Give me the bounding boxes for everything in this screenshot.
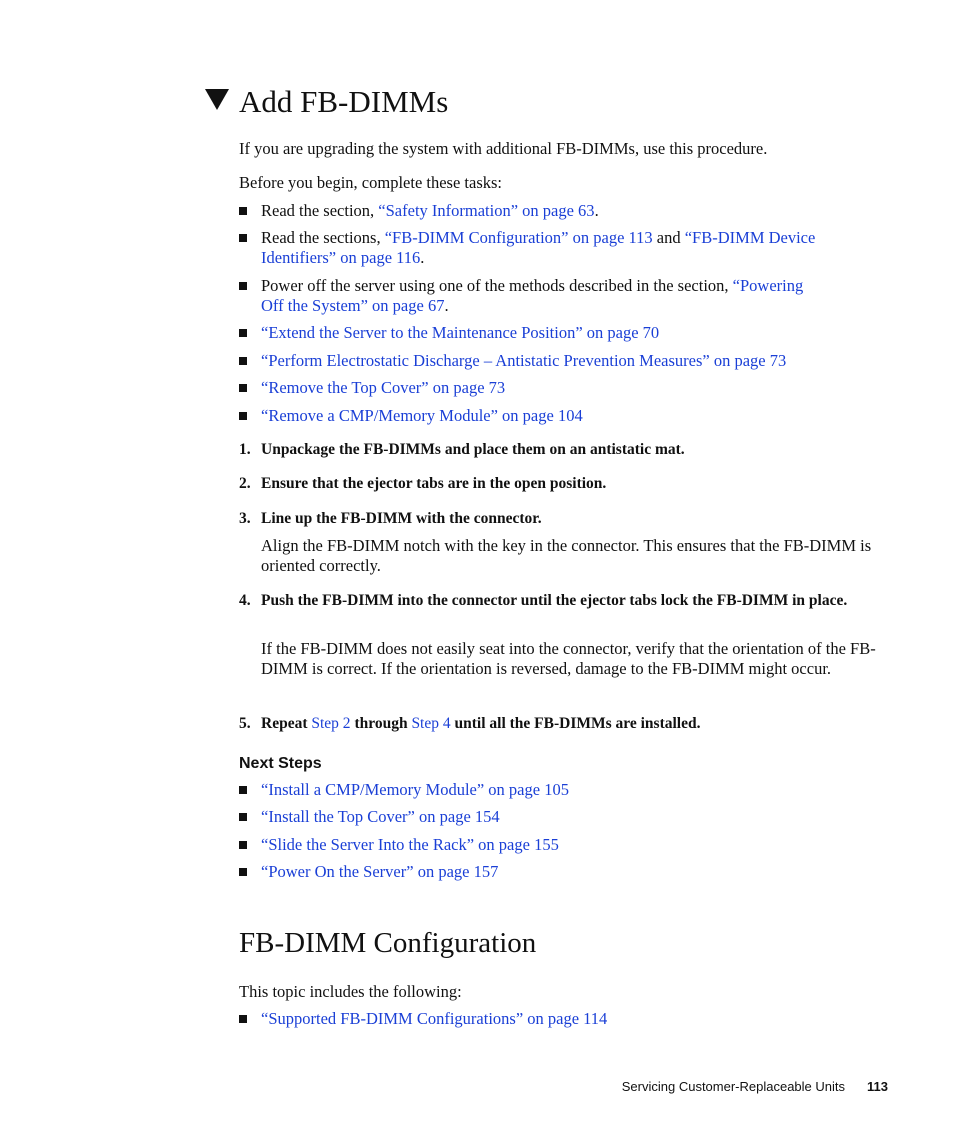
link-slide-server-into-rack[interactable]: “Slide the Server Into the Rack” on page 155 <box>261 835 559 854</box>
link-remove-top-cover[interactable]: “Remove the Top Cover” on page 73 <box>261 378 506 397</box>
link-step-4[interactable]: Step 4 <box>411 715 451 732</box>
link-electrostatic-discharge[interactable]: “Perform Electrostatic Discharge – Antistatic Prevention Measures” on page 73 <box>261 351 787 370</box>
page-number: 113 <box>867 1079 888 1094</box>
link-fb-dimm-device-identifiers[interactable]: “FB-DIMM Device <box>684 228 816 247</box>
bullet-icon <box>239 384 247 392</box>
next-steps-heading: Next Steps <box>239 755 322 772</box>
list-item: Read the section, “Safety Information” on page 63. <box>239 201 889 221</box>
link-fb-dimm-device-identifiers-cont[interactable]: Identifiers” on page 116 <box>261 248 421 267</box>
link-powering-off[interactable]: “Powering <box>732 276 804 295</box>
footer-chapter-title: Servicing Customer-Replaceable Units <box>621 1079 846 1094</box>
procedure-step: 2. Ensure that the ejector tabs are in the open position. <box>239 475 607 492</box>
bullet-icon <box>239 234 247 242</box>
list-item <box>239 323 889 343</box>
page-footer <box>622 1079 888 1094</box>
section-title: Add FB-DIMMs <box>239 84 449 119</box>
bullet-icon <box>239 786 247 794</box>
bullet-icon <box>239 282 247 290</box>
link-install-top-cover[interactable]: “Install the Top Cover” on page 154 <box>261 807 500 826</box>
bullet-icon <box>239 329 247 337</box>
config-intro-paragraph: This topic includes the following: <box>239 982 462 1001</box>
list-item <box>239 807 889 827</box>
bullet-icon <box>239 813 247 821</box>
link-install-cmp-module[interactable]: “Install a CMP/Memory Module” on page 105 <box>261 780 569 799</box>
section-heading <box>205 84 448 120</box>
step-detail: Align the FB-DIMM notch with the key in the connector. This ensures that the FB-DIMM is oriented correctly. <box>261 536 872 575</box>
procedure-step: 5. Repeat Step 2 through Step 4 until all the FB-DIMMs are installed. <box>239 715 701 732</box>
list-item <box>239 835 889 855</box>
procedure-step: 1. Unpackage the FB-DIMMs and place them on an antistatic mat. <box>239 441 685 458</box>
bullet-icon <box>239 207 247 215</box>
bullet-icon <box>239 1015 247 1023</box>
link-supported-configurations[interactable]: “Supported FB-DIMM Configurations” on page 114 <box>261 1009 608 1028</box>
intro-paragraph: If you are upgrading the system with additional FB-DIMMs, use this procedure. <box>239 139 768 158</box>
list-item <box>239 780 889 800</box>
list-item <box>239 351 889 371</box>
bullet-icon <box>239 868 247 876</box>
link-fb-dimm-configuration[interactable]: “FB-DIMM Configuration” on page 113 <box>384 228 653 247</box>
list-item <box>239 378 889 398</box>
config-section-title: FB-DIMM Configuration <box>239 927 537 959</box>
list-item <box>239 1009 889 1029</box>
list-item: Power off the server using one of the methods described in the section, “Powering Off the System” on page 67. <box>239 276 889 316</box>
list-item <box>239 862 889 882</box>
before-tasks-paragraph: Before you begin, complete these tasks: <box>239 173 503 192</box>
link-remove-cmp-module[interactable]: “Remove a CMP/Memory Module” on page 104 <box>261 406 583 425</box>
link-safety-information[interactable]: “Safety Information” on page 63 <box>378 201 595 220</box>
list-item <box>239 406 889 426</box>
bullet-icon <box>239 841 247 849</box>
procedure-step: 3. Line up the FB-DIMM with the connector. <box>239 510 542 527</box>
triangle-down-icon <box>205 89 229 110</box>
procedure-step: 4. Push the FB-DIMM into the connector until the ejector tabs lock the FB-DIMM in place. <box>239 592 848 609</box>
step-detail: If the FB-DIMM does not easily seat into the connector, verify that the orientation of the FB-DIMM is correct. If the orientation is reversed, damage to the FB-DIMM might occur. <box>261 639 876 678</box>
bullet-icon <box>239 357 247 365</box>
bullet-icon <box>239 412 247 420</box>
link-power-on-server[interactable]: “Power On the Server” on page 157 <box>261 862 499 881</box>
link-powering-off-cont[interactable]: Off the System” on page 67 <box>261 296 445 315</box>
link-step-2[interactable]: Step 2 <box>311 715 351 732</box>
list-item: Read the sections, “FB-DIMM Configuration” on page 113 and “FB-DIMM Device Identifiers” on page 116. <box>239 228 889 268</box>
link-extend-server[interactable]: “Extend the Server to the Maintenance Position” on page 70 <box>261 323 660 342</box>
